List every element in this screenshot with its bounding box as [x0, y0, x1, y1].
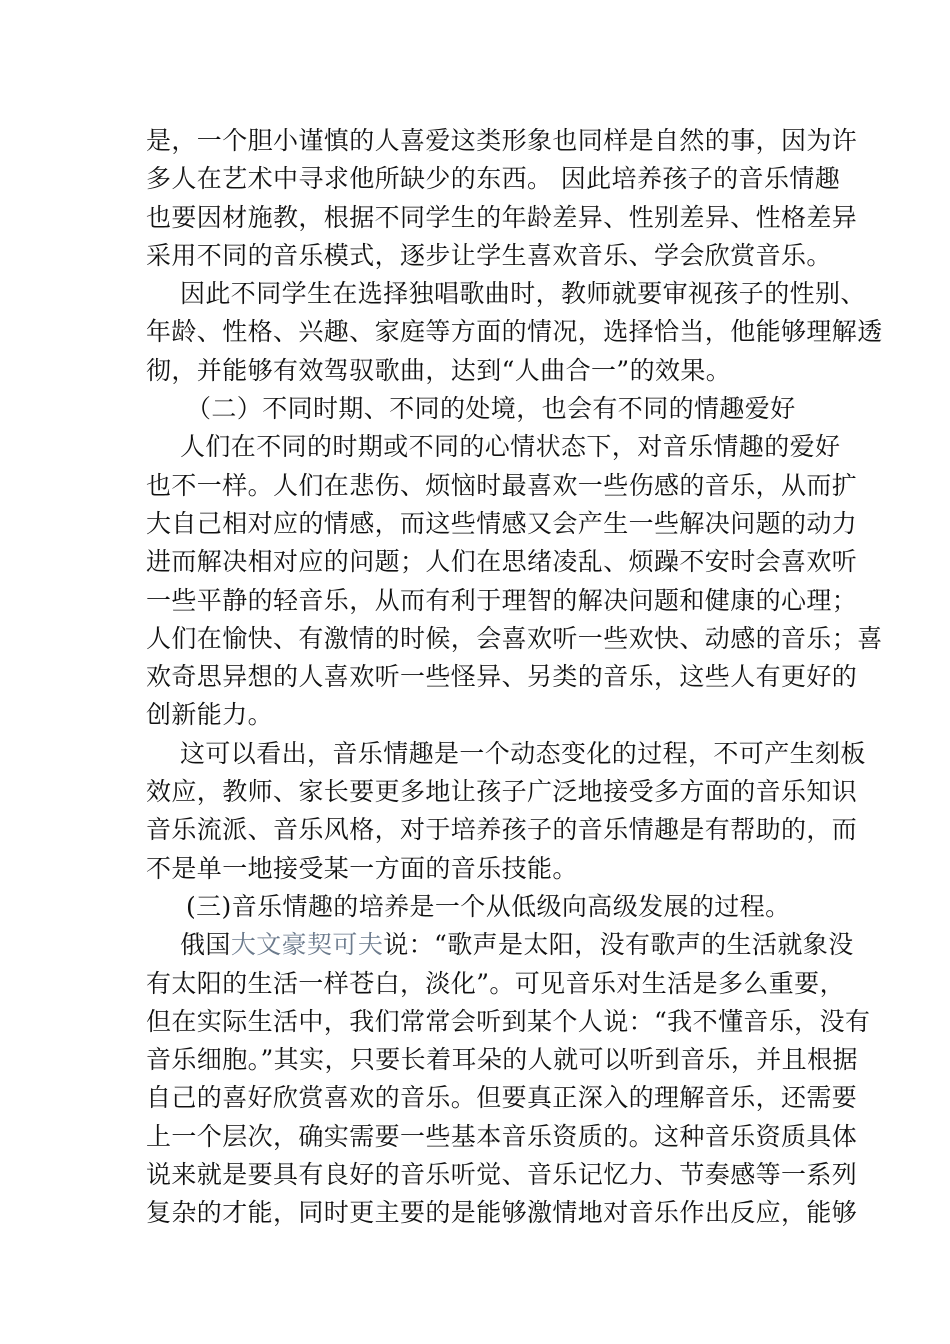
text-line: 也不一样。人们在悲伤、烦恼时最喜欢一些伤感的音乐，从而扩 [146, 470, 858, 500]
text-line: 年龄、性格、兴趣、家庭等方面的情况，选择恰当，他能够理解透 [146, 317, 883, 347]
text-line: 不是单一地接受某一方面的音乐技能。 [146, 853, 578, 883]
text-line: 上一个层次，确实需要一些基本音乐资质的。这种音乐资质具体 [146, 1121, 858, 1151]
section-heading: (三)音乐情趣的培养是一个从低级向高级发展的过程。 [186, 891, 791, 921]
text-line: 说来就是要具有良好的音乐听觉、音乐记忆力、节奏感等一系列 [146, 1160, 858, 1190]
text-line: 彻，并能够有效驾驭歌曲，达到“人曲合一”的效果。 [146, 355, 732, 385]
text-line: 创新能力。 [146, 700, 274, 730]
text-line: 音乐流派、音乐风格，对于培养孩子的音乐情趣是有帮助的，而 [146, 815, 858, 845]
text-line: 有太阳的生活一样苍白，淡化”。可见音乐对生活是多么重要， [146, 968, 845, 998]
text-fragment: 俄国 [180, 930, 231, 960]
text-line: 这可以看出，音乐情趣是一个动态变化的过程，不可产生刻板 [180, 738, 866, 768]
document-page [146, 122, 883, 1233]
text-line: 效应，教师、家长要更多地让孩子广泛地接受多方面的音乐知识 [146, 777, 858, 807]
text-line: 人们在不同的时期或不同的心情状态下，对音乐情趣的爱好 [180, 432, 841, 462]
author-link[interactable]: 大文豪契可夫 [230, 930, 384, 960]
text-fragment: 说：“歌声是太阳，没有歌声的生活就象没 [383, 930, 854, 960]
text-line: 但在实际生活中，我们常常会听到某个人说：“我不懂音乐，没有 [146, 1006, 871, 1036]
text-line: 复杂的才能，同时更主要的是能够激情地对音乐作出反应，能够 [146, 1198, 858, 1228]
text-line [146, 926, 854, 964]
section-heading: （二）不同时期、不同的处境，也会有不同的情趣爱好 [186, 394, 796, 424]
text-line: 一些平静的轻音乐，从而有利于理智的解决问题和健康的心理； [146, 585, 858, 615]
text-line: 采用不同的音乐模式，逐步让学生喜欢音乐、学会欣赏音乐。 [146, 240, 832, 270]
text-line: 是，一个胆小谨慎的人喜爱这类形象也同样是自然的事，因为许 [146, 126, 858, 155]
text-line: 音乐细胞。”其实，只要长着耳朵的人就可以听到音乐，并且根据 [146, 1045, 858, 1075]
text-line: 自己的喜好欣赏喜欢的音乐。但要真正深入的理解音乐，还需要 [146, 1083, 858, 1113]
text-line: 人们在愉快、有激情的时候，会喜欢听一些欢快、动感的音乐；喜 [146, 623, 883, 653]
text-line: 大自己相对应的情感，而这些情感又会产生一些解决问题的动力 [146, 508, 858, 538]
text-line: 因此不同学生在选择独唱歌曲时，教师就要审视孩子的性别、 [180, 279, 866, 309]
text-line: 欢奇思异想的人喜欢听一些怪异、另类的音乐，这些人有更好的 [146, 662, 858, 692]
text-line: 进而解决相对应的问题；人们在思绪凌乱、烦躁不安时会喜欢听 [146, 547, 858, 577]
text-line: 多人在艺术中寻求他所缺少的东西。 因此培养孩子的音乐情趣 [146, 164, 841, 194]
text-line: 也要因材施教，根据不同学生的年龄差异、性别差异、性格差异 [146, 202, 858, 232]
